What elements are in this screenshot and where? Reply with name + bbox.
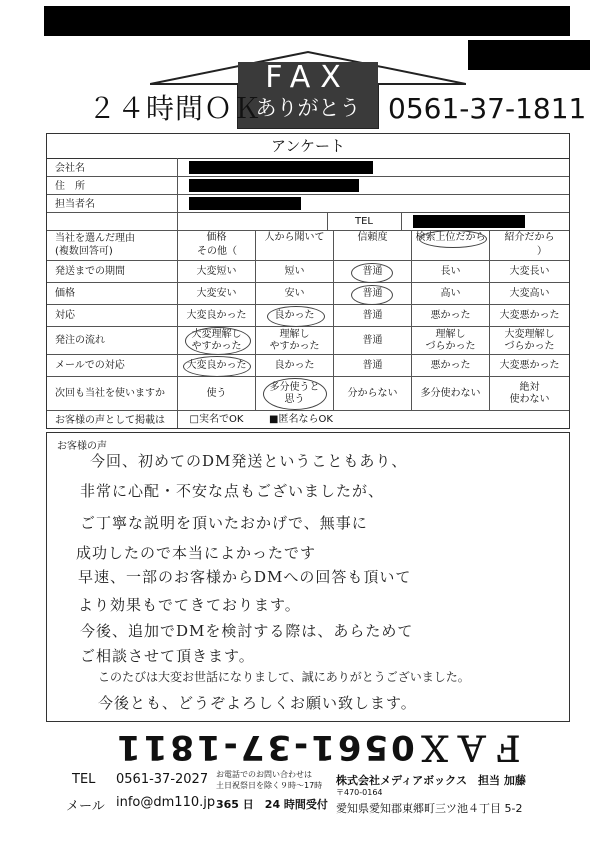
comments-label: お客様の声 — [57, 441, 107, 452]
hours-24-ok: ２４時間ＯＫ — [88, 92, 263, 125]
postal-code: 〒470-0164 — [336, 788, 383, 797]
next-option: 多分使うと 思う — [269, 381, 320, 405]
label-price: 価格 — [55, 288, 75, 299]
circle-mark — [351, 285, 393, 305]
next-option: 分からない — [347, 387, 398, 399]
comment-line: 今後とも、どうぞよろしくお願い致します。 — [98, 694, 417, 712]
price-option: 普通 — [362, 287, 383, 299]
circle-mark — [263, 378, 327, 410]
response-option: 普通 — [362, 309, 383, 321]
response-option: 良かった — [274, 309, 315, 321]
circle-mark — [185, 327, 251, 355]
comment-line: 早速、一部のお客様からDMへの回答も頂いて — [78, 568, 412, 586]
delivery-option: 短い — [284, 265, 305, 277]
reason-option: 検索上位だから — [415, 231, 486, 243]
mail-label: メール — [66, 799, 105, 814]
flow-option: 大変理解し づらかった — [504, 328, 555, 352]
company-address: 愛知県愛知郡東郷町三ツ池４丁目 5-2 — [336, 802, 523, 815]
comment-line: 成功したので本当によかったです — [76, 544, 317, 562]
label-tel: TEL — [355, 215, 373, 227]
response-option: 大変良かった — [186, 309, 247, 321]
reason-option: 人から聞いて — [264, 231, 325, 243]
label-address: 住 所 — [55, 181, 85, 192]
comment-line: ご相談させて頂きます。 — [80, 647, 255, 665]
email-option: 大変悪かった — [499, 359, 560, 371]
email-option: 良かった — [274, 359, 315, 371]
delivery-option: 大変短い — [196, 265, 237, 277]
email-address: info@dm110.jp — [116, 795, 216, 810]
comment-line: 非常に心配・不安な点もございましたが、 — [80, 482, 385, 500]
delivery-option: 長い — [440, 265, 461, 277]
label-reason: 当社を選んだ理由 (複数回答可) — [55, 233, 135, 257]
price-option: 高い — [440, 287, 461, 299]
tel-label: TEL — [72, 772, 96, 787]
redacted-tel — [413, 215, 525, 228]
comment-line: より効果もでてきております。 — [78, 596, 301, 614]
flow-option: 理解し づらかった — [425, 328, 476, 352]
circle-mark — [267, 306, 325, 327]
email-option: 悪かった — [430, 359, 471, 371]
company-name: 株式会社メディアボックス 担当 加藤 — [336, 774, 526, 787]
circle-mark — [419, 230, 487, 248]
comment-line: 今回、初めてのDM発送ということもあり、 — [90, 452, 408, 470]
delivery-option: 大変長い — [509, 265, 550, 277]
call-note-2: 土日祝祭日を除く９時～17時 — [216, 781, 323, 790]
flow-option: 大変理解し やすかった — [191, 328, 242, 352]
fax-number-mirrored: ＦＡＸ0561-37-1811 — [114, 727, 526, 767]
price-option: 大変安い — [196, 287, 237, 299]
price-option: 大変高い — [509, 287, 550, 299]
comment-line: ご丁寧な説明を頂いたおかげで、無事に — [80, 514, 368, 532]
reason-option: 紹介だから — [504, 231, 555, 243]
delivery-option: 普通 — [362, 265, 383, 277]
reason-option: 信頼度 — [357, 231, 388, 243]
comment-line: このたびは大変お世話になりまして、誠にありがとうございました。 — [98, 670, 470, 684]
fax-number-top: 0561-37-1811 — [388, 92, 587, 125]
label-publish: お客様の声として掲載は — [55, 415, 165, 426]
flow-option: 理解し やすかった — [269, 328, 320, 352]
reason-other: その他（ — [197, 246, 237, 257]
redacted-top-bar — [44, 6, 570, 36]
email-option: 大変良かった — [186, 359, 247, 371]
next-option: 多分使わない — [420, 387, 481, 399]
survey-title: アンケート — [47, 134, 569, 159]
fax-hours: 365 日 24 時間受付 — [216, 798, 328, 811]
reason-other-close: ） — [537, 246, 547, 257]
survey-table — [46, 133, 570, 429]
label-delivery: 発送までの期間 — [55, 266, 125, 277]
fax-thanks: ありがとう — [255, 96, 361, 120]
price-option: 安い — [284, 287, 305, 299]
email-option: 普通 — [362, 359, 383, 371]
redacted-company — [189, 161, 373, 174]
reason-option: 価格 — [206, 231, 227, 243]
tel-number: 0561-37-2027 — [116, 772, 209, 787]
next-option: 絶対 使わない — [509, 381, 550, 405]
redacted-top-right — [468, 40, 590, 70]
circle-mark — [183, 356, 251, 377]
publish-option: ■匿名ならOK — [269, 413, 333, 425]
label-company: 会社名 — [55, 163, 85, 174]
redacted-address — [189, 179, 359, 192]
label-next-time: 次回も当社を使いますか — [55, 388, 165, 399]
circle-mark — [351, 263, 393, 283]
response-option: 大変悪かった — [499, 309, 560, 321]
label-response: 対応 — [55, 310, 75, 321]
fax-label: FAX — [265, 60, 351, 95]
next-option: 使う — [206, 387, 227, 399]
call-note-1: お電話でのお問い合わせは — [216, 770, 312, 779]
label-order-flow: 発注の流れ — [55, 335, 105, 346]
comment-line: 今後、追加でDMを検討する際は、あらためて — [80, 622, 414, 640]
label-email-response: メールでの対応 — [55, 360, 125, 371]
label-person: 担当者名 — [55, 199, 95, 210]
flow-option: 普通 — [362, 334, 383, 346]
response-option: 悪かった — [430, 309, 471, 321]
redacted-person — [189, 197, 301, 210]
publish-option: □実名でOK — [189, 413, 244, 425]
